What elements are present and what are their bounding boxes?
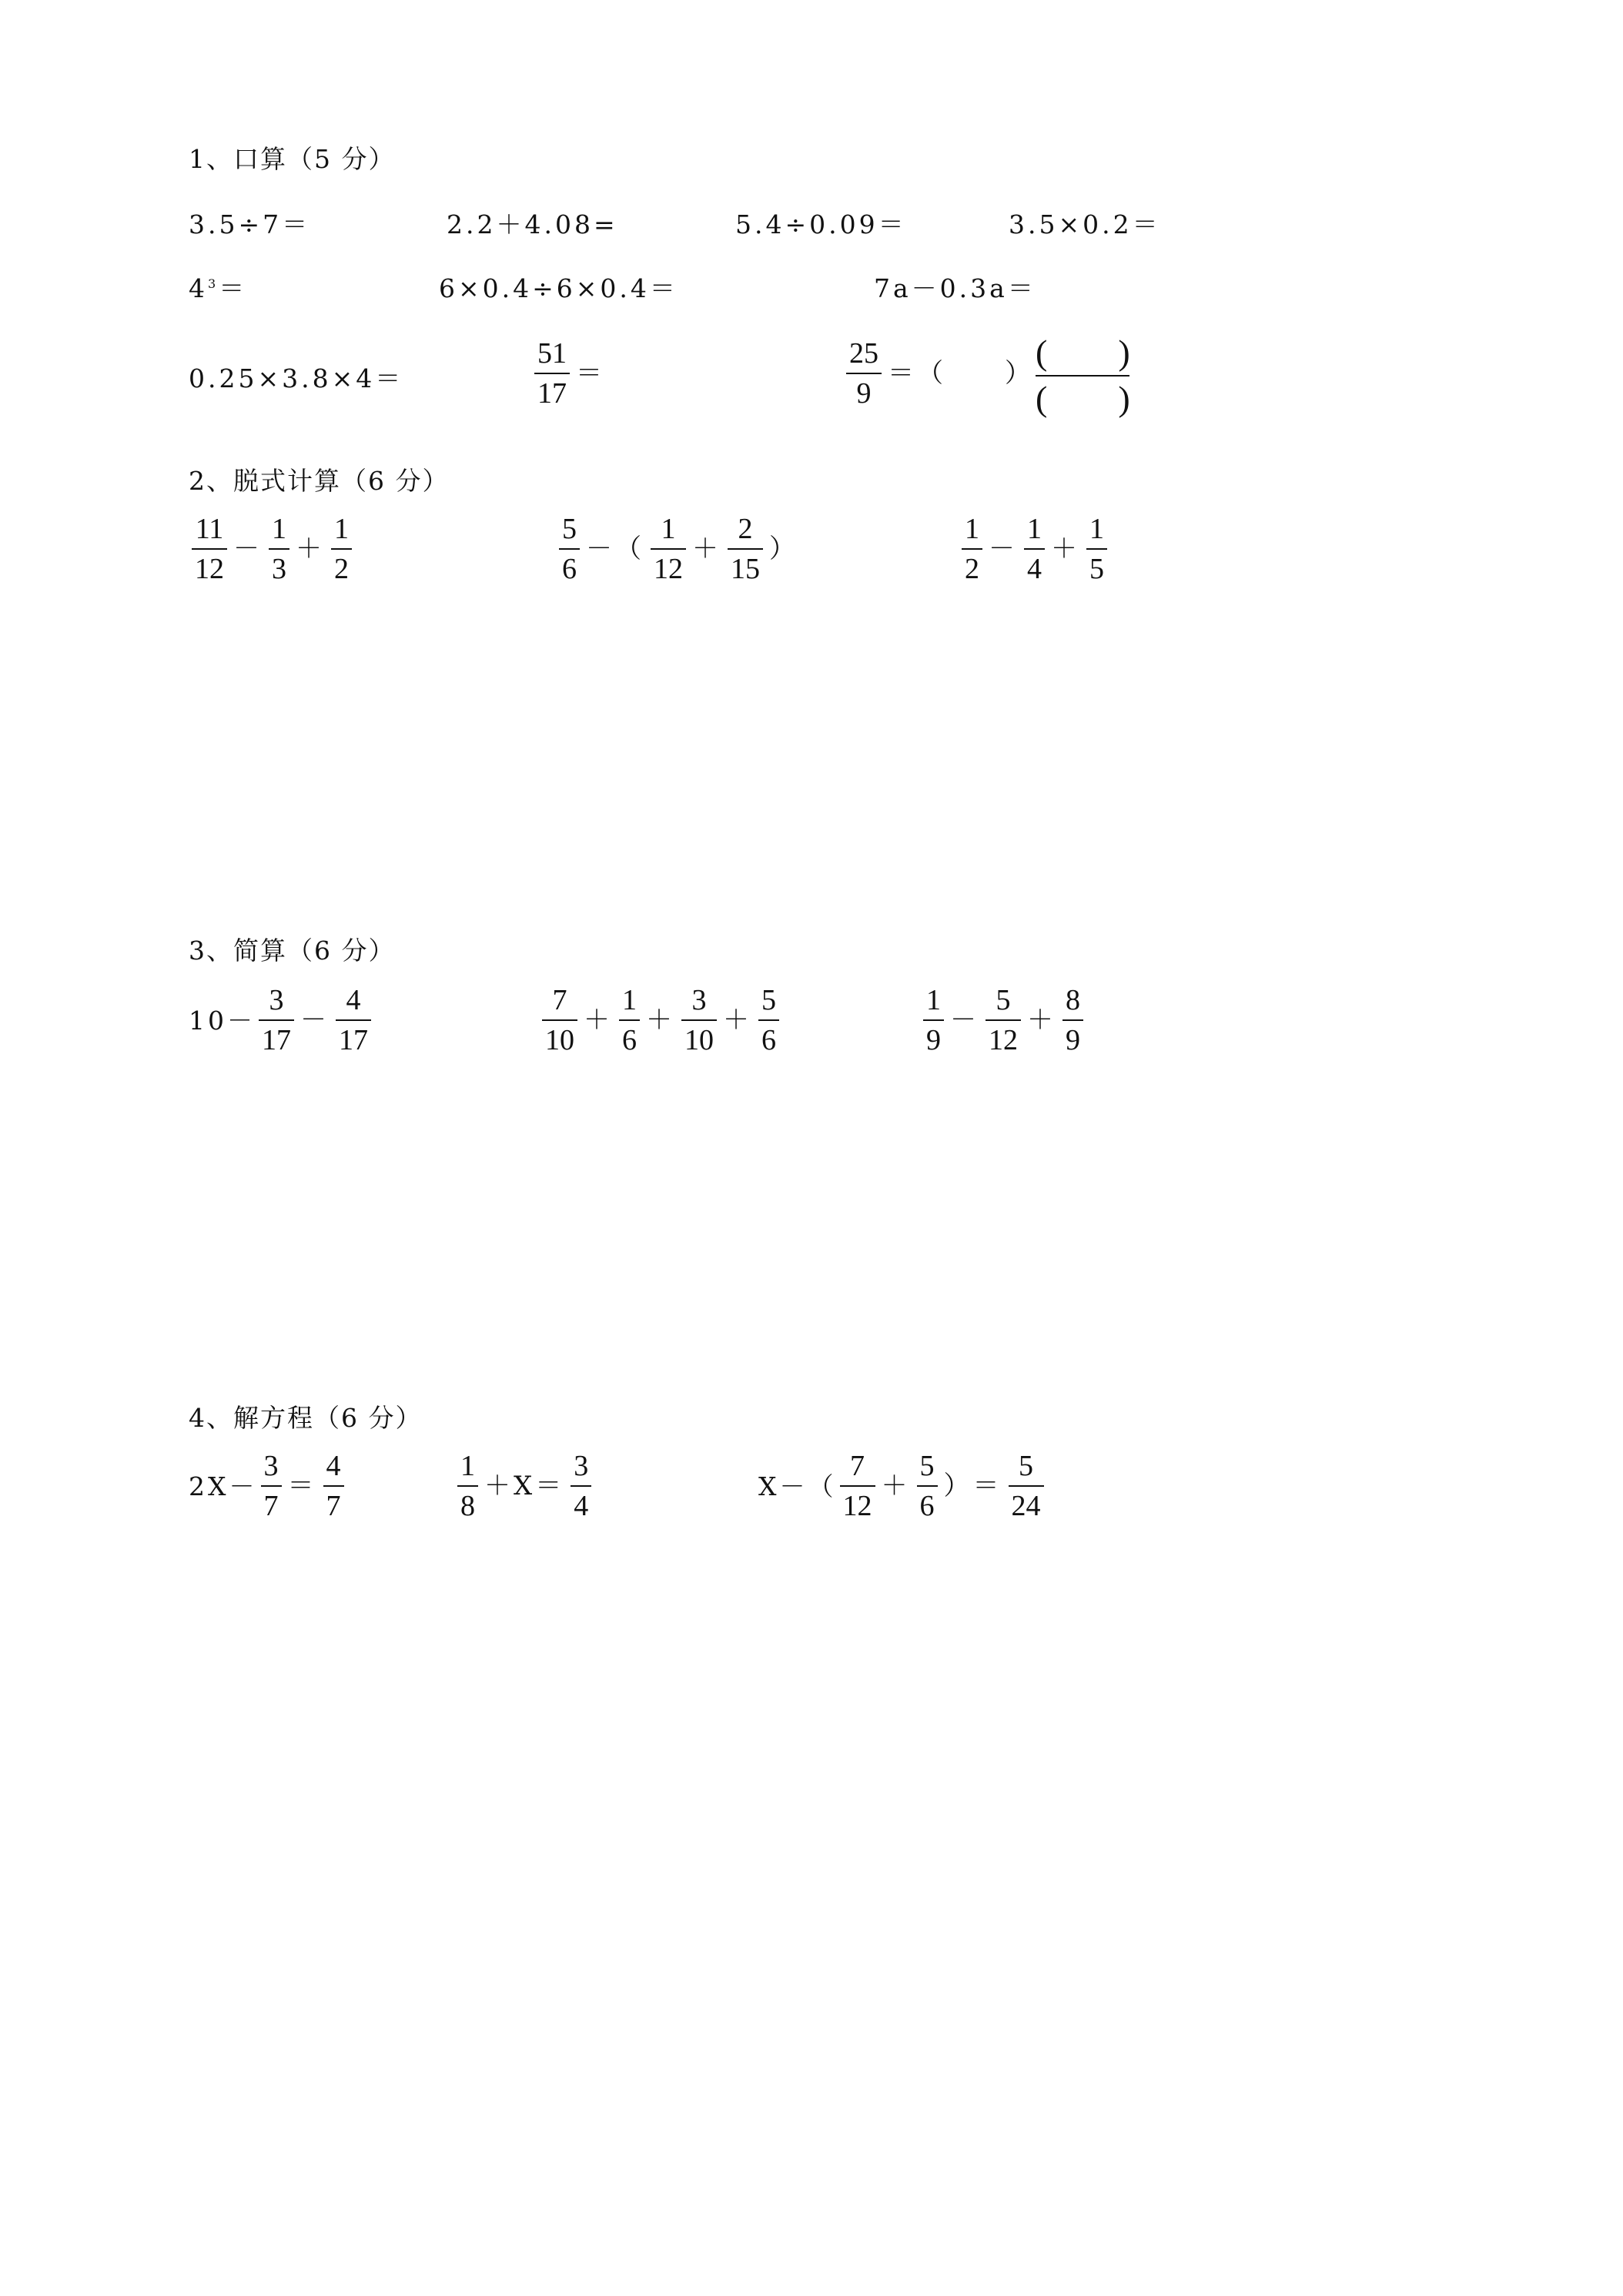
oral-item-2: 2.2＋4.08= bbox=[447, 209, 618, 239]
fraction: $\frac{5}{6}$ bbox=[917, 1451, 938, 1521]
fraction: $\frac{11}{12}$ bbox=[192, 514, 227, 584]
blank-numerator: ( ) bbox=[1036, 333, 1130, 372]
simple-problem-3: $\frac{1}{9}$ － $\frac{5}{12}$ ＋ $\frac{8}{9}$ bbox=[920, 986, 1086, 1055]
fraction: $\frac{7}{12}$ bbox=[840, 1451, 875, 1521]
fraction: $\frac{3}{7}$ bbox=[261, 1451, 282, 1521]
equation-1: 2X－ $\frac{3}{7}$ ＝ $\frac{4}{7}$ bbox=[189, 1451, 347, 1521]
oral-item-10 bbox=[843, 339, 1037, 408]
fraction: $\frac{3}{10}$ bbox=[681, 986, 717, 1055]
oral-item-6: 6×0.4÷6×0.4＝ bbox=[439, 273, 678, 303]
fraction: $\frac{3}{17}$ bbox=[259, 986, 294, 1055]
simple-problem-2: $\frac{7}{10}$ ＋ $\frac{1}{6}$ ＋ $\frac{3}{10}$ ＋ $\frac{5}{6}$ bbox=[539, 986, 782, 1055]
equation-2: $\frac{1}{8}$ ＋X＝ $\frac{3}{4}$ bbox=[454, 1451, 594, 1521]
calc-problem-3: $\frac{1}{2}$ － $\frac{1}{4}$ ＋ $\frac{1}{5}$ bbox=[959, 514, 1110, 584]
fraction: $\frac{8}{9}$ bbox=[1062, 986, 1083, 1055]
blank-fraction bbox=[1036, 335, 1130, 417]
fraction: $\frac{1}{2}$ bbox=[962, 514, 982, 584]
fraction: $\frac{1}{3}$ bbox=[269, 514, 289, 584]
blank-denominator: ( ) bbox=[1036, 379, 1130, 418]
fraction: $\frac{51}{17}$ bbox=[534, 339, 570, 408]
fraction: $\frac{3}{4}$ bbox=[571, 1451, 591, 1521]
simple-problem-1: 10－ $\frac{3}{17}$ － $\frac{4}{17}$ bbox=[189, 986, 374, 1055]
fraction: $\frac{1}{9}$ bbox=[923, 986, 944, 1055]
fraction-bar bbox=[1036, 375, 1129, 377]
fraction: $\frac{5}{6}$ bbox=[559, 514, 580, 584]
section-4-heading: 4、解方程（6 分） bbox=[189, 1403, 423, 1433]
fraction: $\frac{1}{8}$ bbox=[457, 1451, 478, 1521]
fraction: $\frac{2}{15}$ bbox=[728, 514, 763, 584]
power-exponent: 3 bbox=[208, 276, 219, 291]
fraction: $\frac{5}{24}$ bbox=[1009, 1451, 1044, 1521]
oral-item-9: $\frac{51}{17}$ ＝ bbox=[531, 339, 608, 408]
section-3-heading: 3、简算（6 分） bbox=[189, 935, 396, 966]
calc-problem-2: $\frac{5}{6}$ －（ $\frac{1}{12}$ ＋ $\frac{2}{15}$ ） bbox=[556, 514, 801, 584]
fraction: $\frac{5}{6}$ bbox=[758, 986, 779, 1055]
answer-blank: ＝（ ） bbox=[888, 358, 1034, 389]
oral-item-1: 3.5÷7＝ bbox=[189, 209, 311, 239]
oral-item-7: 7a－0.3a＝ bbox=[874, 273, 1036, 303]
fraction: $\frac{1}{4}$ bbox=[1024, 514, 1045, 584]
fraction: $\frac{1}{6}$ bbox=[619, 986, 640, 1055]
oral-item-power bbox=[189, 273, 248, 303]
equation-3: X－（ $\frac{7}{12}$ ＋ $\frac{5}{6}$ ）＝ $\frac{5}{24}$ bbox=[758, 1451, 1047, 1521]
fraction: $\frac{25}{9}$ bbox=[846, 339, 882, 408]
fraction: $\frac{4}{17}$ bbox=[336, 986, 371, 1055]
fraction: $\frac{7}{10}$ bbox=[542, 986, 577, 1055]
fraction: $\frac{5}{12}$ bbox=[986, 986, 1021, 1055]
oral-item-8: 0.25×3.8×4＝ bbox=[189, 363, 404, 393]
fraction: $\frac{1}{12}$ bbox=[651, 514, 686, 584]
power-base: 4 bbox=[189, 273, 208, 303]
oral-item-4: 3.5×0.2＝ bbox=[1009, 209, 1161, 239]
oral-item-3: 5.4÷0.09＝ bbox=[735, 209, 907, 239]
section-2-heading: 2、脱式计算（6 分） bbox=[189, 466, 450, 496]
fraction: $\frac{4}{7}$ bbox=[323, 1451, 344, 1521]
fraction: $\frac{1}{5}$ bbox=[1086, 514, 1107, 584]
power-equals: ＝ bbox=[219, 273, 248, 303]
fraction: $\frac{1}{2}$ bbox=[331, 514, 352, 584]
section-1-heading: 1、口算（5 分） bbox=[189, 144, 396, 174]
calc-problem-1: $\frac{11}{12}$ － $\frac{1}{3}$ ＋ $\frac{1}{2}$ bbox=[189, 514, 355, 584]
